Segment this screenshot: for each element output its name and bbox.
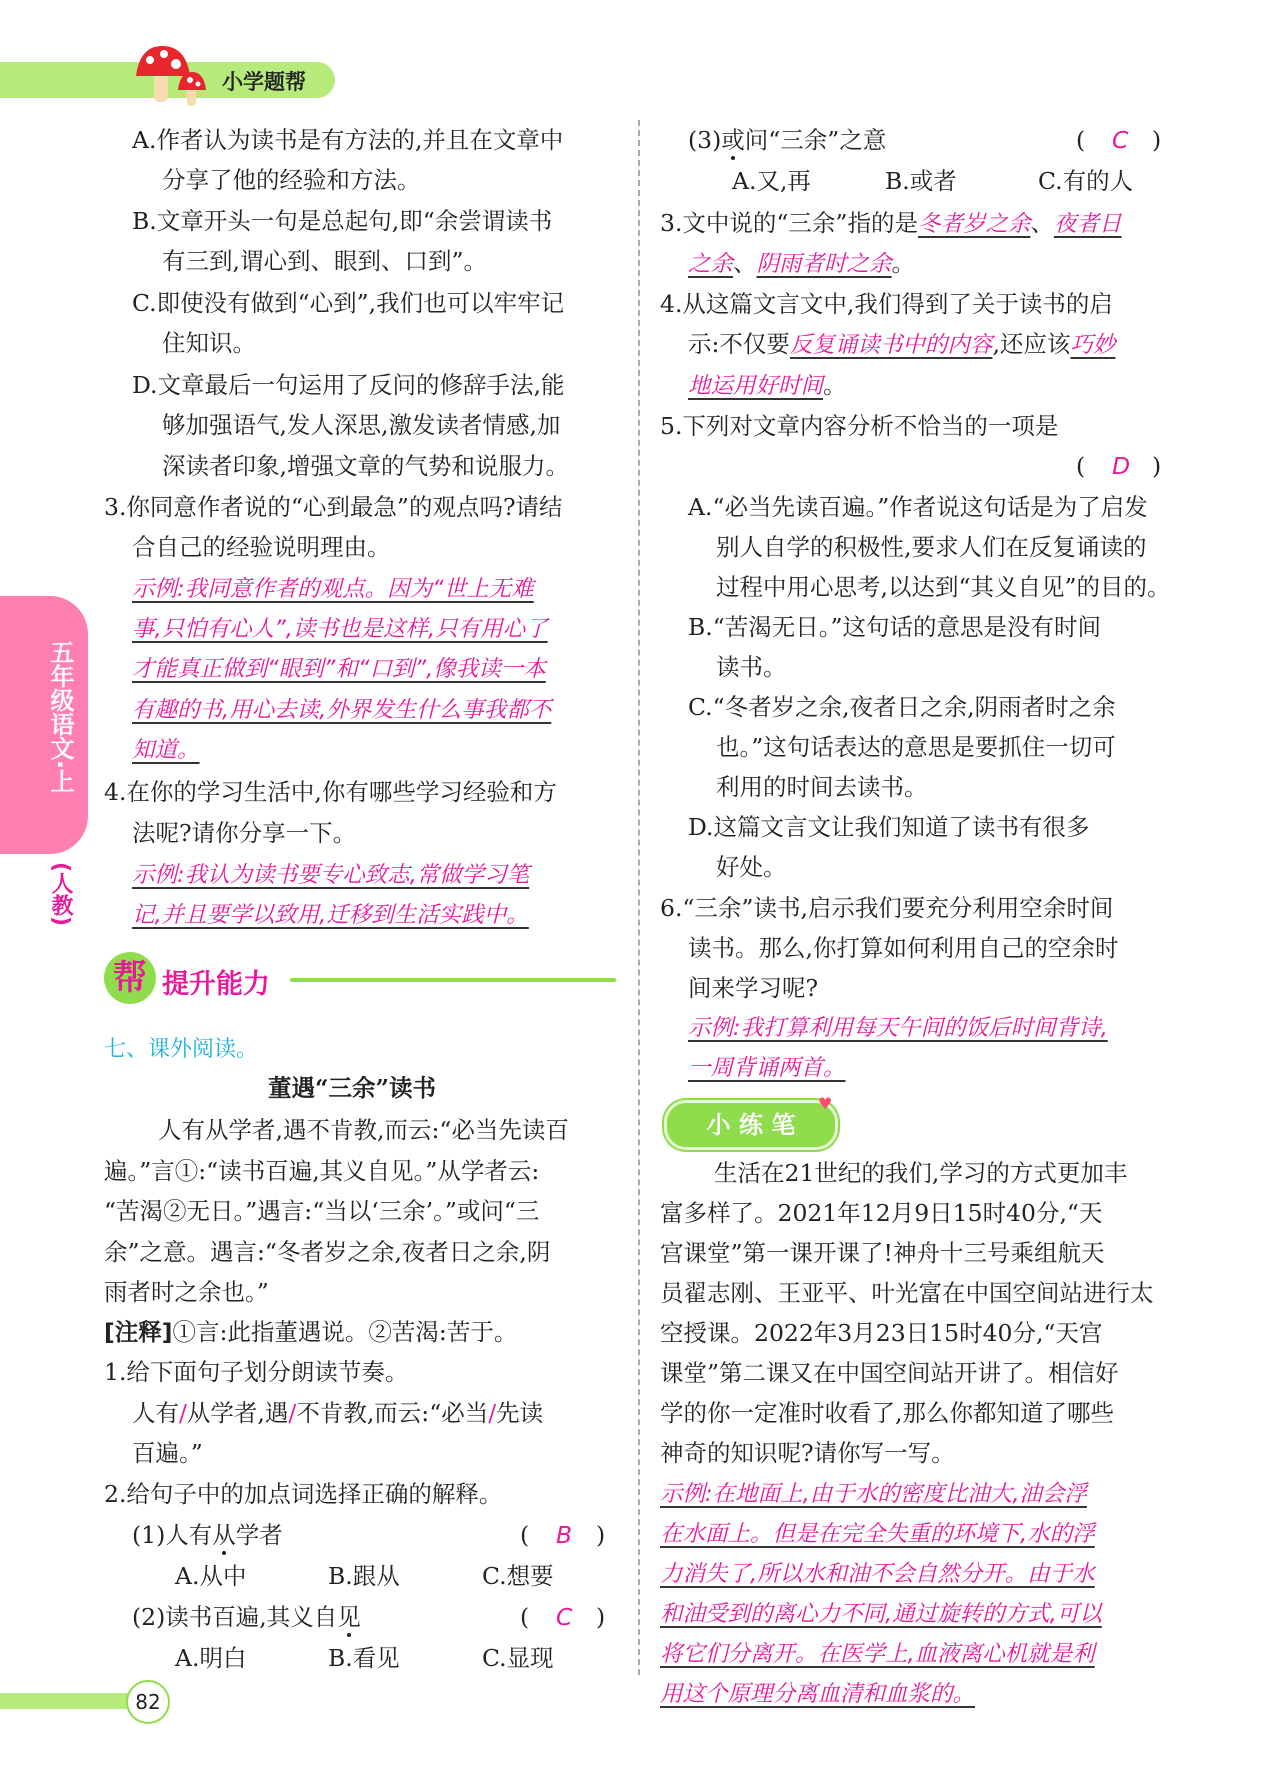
practice-badge-label: 小 练 笔 — [706, 1111, 796, 1139]
footer-bar — [0, 1693, 140, 1709]
section-badge-label: 提升能力 — [162, 969, 270, 1000]
practice-badge — [664, 1100, 838, 1150]
column-divider — [638, 120, 640, 1675]
answer-5: D — [1112, 452, 1131, 480]
heart-icon: ♥ — [818, 1094, 833, 1113]
grade-tab — [0, 596, 88, 854]
section-badge-rule — [290, 978, 616, 982]
section-badge-icon: 帮 — [104, 952, 156, 1004]
notes-text: ①言:此指董遇说。②苦渴:苦于。 — [172, 1318, 518, 1346]
grade-label: 五年级语文·上 — [46, 640, 74, 794]
page-number: 82 — [126, 1680, 170, 1724]
notes — [104, 1317, 517, 1347]
section-badge — [104, 952, 616, 1004]
left-question-2: 2.给句子中的加点词选择正确的解释。 — [104, 1480, 503, 1508]
answer-2-1: B — [556, 1521, 573, 1549]
edition-label: (人教) — [48, 862, 73, 927]
answer-2-2: C — [556, 1603, 573, 1631]
section-7-heading: 七、课外阅读。 — [104, 1037, 259, 1062]
article-title: 董遇“三余”读书 — [268, 1074, 437, 1102]
brand-title: 小学题帮 — [222, 70, 306, 94]
mushroom-logo — [132, 42, 212, 112]
notes-label: [注释] — [104, 1318, 173, 1346]
answer-2-3: C — [1112, 126, 1129, 154]
